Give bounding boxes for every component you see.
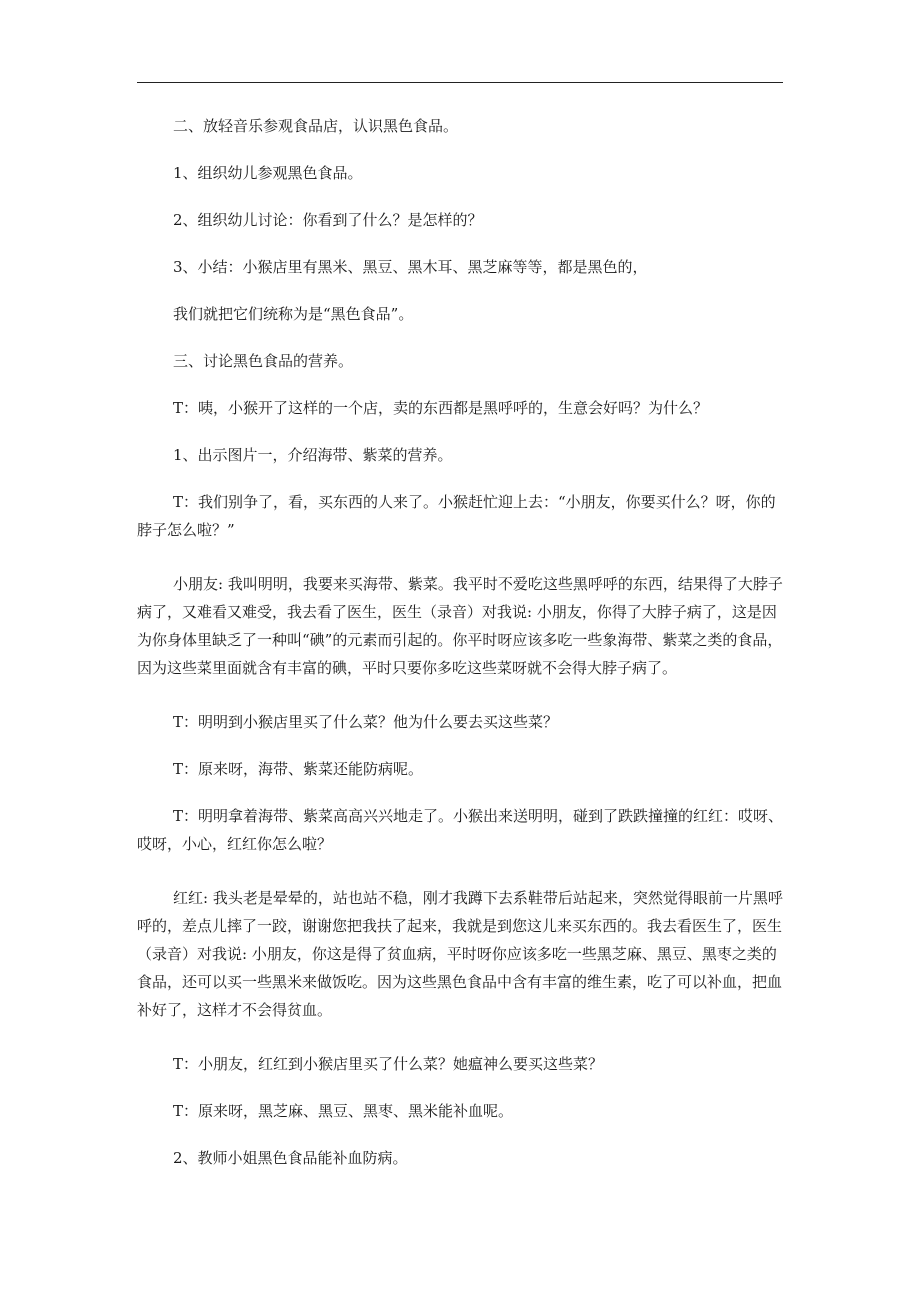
paragraph: 2、教师小姐黑色食品能补血防病。 bbox=[173, 1149, 408, 1167]
paragraph: T：小朋友，红红到小猴店里买了什么菜？她瘟神么要买这些菜？ bbox=[173, 1055, 604, 1073]
header-rule bbox=[137, 82, 783, 83]
dialogue-paragraph: 红红: 我头老是晕晕的，站也站不稳，刚才我蹲下去系鞋带后站起来，突然觉得眼前一片黑呼呼的，差点儿摔了一跤，谢谢您把我扶了起来，我就是到您这儿来买东西的。我去看医生了，医生（录音）对我说: 小朋友，你这是得了贫血病，平时呀你应该多吃一些黑芝麻、黑豆、黑枣之类的食品，还可以买一些黑米来做饭吃。因为这些黑色食品中含有丰富的维生素，吃了可以补血，把血补好了，这样才不会得贫血。 bbox=[137, 889, 783, 1019]
paragraph: T：原来呀，黑芝麻、黑豆、黑枣、黑米能补血呢。 bbox=[173, 1102, 514, 1120]
document-body bbox=[137, 112, 783, 1172]
dialogue-paragraph: T：我们别争了，看，买东西的人来了。小猴赶忙迎上去：“小朋友，你要买什么？呀，你的脖子怎么啦？” bbox=[137, 493, 776, 539]
paragraph: 1、组织幼儿参观黑色食品。 bbox=[173, 164, 363, 182]
paragraph: 我们就把它们统称为是“黑色食品”。 bbox=[173, 305, 414, 323]
section-heading-three: 三、讨论黑色食品的营养。 bbox=[173, 352, 354, 370]
paragraph: 3、小结：小猴店里有黑米、黑豆、黑木耳、黑芝麻等等，都是黑色的， bbox=[173, 258, 648, 276]
paragraph: T：咦，小猴开了这样的一个店，卖的东西都是黑呼呼的，生意会好吗？为什么？ bbox=[173, 399, 709, 417]
dialogue-paragraph: 小朋友: 我叫明明，我要来买海带、紫菜。我平时不爱吃这些黑呼呼的东西，结果得了大脖子病了，又难看又难受，我去看了医生，医生（录音）对我说: 小朋友，你得了大脖子病了，这是因为你身体里缺乏了一种叫“碘”的元素而引起的。你平时呀应该多吃一些象海带、紫菜之类的食品，因为这些菜里面就含有丰富的碘，平时只要你多吃这些菜呀就不会得大脖子病了。 bbox=[137, 575, 783, 677]
section-heading-two: 二、放轻音乐参观食品店，认识黑色食品。 bbox=[173, 117, 459, 135]
paragraph: T：明明到小猴店里买了什么菜？他为什么要去买这些菜？ bbox=[173, 713, 559, 731]
paragraph: 2、组织幼儿讨论：你看到了什么？是怎样的？ bbox=[173, 211, 483, 229]
paragraph: T：原来呀，海带、紫菜还能防病呢。 bbox=[173, 760, 424, 778]
dialogue-paragraph: T：明明拿着海带、紫菜高高兴兴地走了。小猴出来送明明，碰到了跌跌撞撞的红红：哎呀、哎呀，小心，红红你怎么啦？ bbox=[137, 807, 784, 853]
paragraph: 1、出示图片一，介绍海带、紫菜的营养。 bbox=[173, 446, 453, 464]
